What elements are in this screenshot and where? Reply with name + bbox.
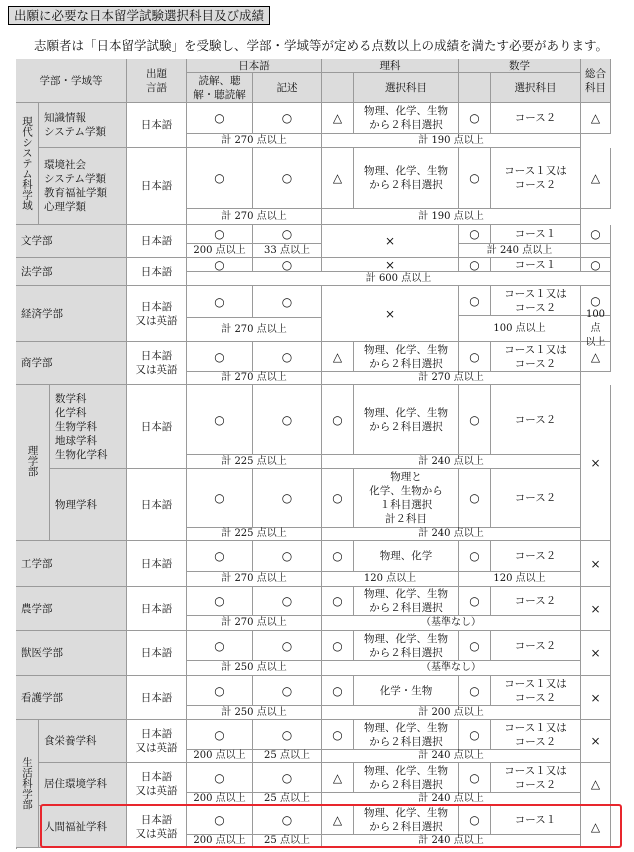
jp-total-r1: 計 270 点以上 (187, 134, 322, 148)
general-r10: × (581, 587, 611, 631)
jp-total-r7: 計 225 点以上 (187, 455, 322, 469)
reading-score-r14: 200 点以上 (187, 793, 253, 806)
writing-r13: ○ (253, 720, 322, 750)
sm-total-r15: 計 240 点以上 (322, 835, 581, 848)
dept-r1: 知識情報 システム学類 (39, 103, 127, 148)
math-elective-r1: コース２ (491, 103, 581, 134)
sm-total-r2: 計 190 点以上 (322, 209, 581, 225)
general-r4: ○ (581, 258, 611, 272)
header-science-elective: 選択科目 (354, 73, 459, 103)
reading-score-r13: 200 点以上 (187, 750, 253, 763)
writing-r9: ○ (253, 541, 322, 572)
science-elective-r10: 物理、化学、生物 から２科目選択 (354, 587, 459, 616)
math-mark-r13: ○ (459, 720, 491, 750)
dept-r4: 法学部 (16, 258, 127, 286)
dept-r8: 物理学科 (50, 469, 127, 541)
dept-r9: 工学部 (16, 541, 127, 587)
general-r11: × (581, 631, 611, 676)
math-mark-r2: ○ (459, 148, 491, 209)
highlight-box (40, 804, 622, 848)
writing-r6: ○ (253, 342, 322, 372)
dept-r12: 看護学部 (16, 676, 127, 720)
math-mark-r8: ○ (459, 469, 491, 528)
science-mark-r8: ○ (322, 469, 354, 528)
writing-r11: ○ (253, 631, 322, 661)
math-mark-r7: ○ (459, 385, 491, 455)
reading-r5: ○ (187, 286, 253, 318)
sm-total-r6: 計 270 点以上 (322, 372, 581, 385)
sm-total-r8: 計 240 点以上 (322, 528, 581, 541)
general-r2: △ (581, 148, 611, 209)
math-elective-r8: コース２ (491, 469, 581, 528)
general-rigaku: × (581, 385, 611, 541)
document-title: 出願に必要な日本留学試験選択科目及び成績 (8, 6, 270, 25)
jp-total-r5: 計 270 点以上 (187, 318, 322, 342)
reading-r1: ○ (187, 103, 253, 134)
writing-r3: ○ (253, 225, 322, 244)
header-math: 数学 (459, 59, 581, 73)
math-elective-r11: コース２ (491, 631, 581, 661)
math-elective-r6: コース１又は コース２ (491, 342, 581, 372)
general-r3: ○ (581, 225, 611, 244)
math-mark-r4: ○ (459, 258, 491, 272)
general-r12: × (581, 676, 611, 720)
sci-total-r9: 120 点以上 (322, 572, 459, 587)
writing-r5: ○ (253, 286, 322, 318)
reading-r6: ○ (187, 342, 253, 372)
lang-r15: 日本語 又は英語 (127, 806, 187, 848)
science-elective-r6: 物理、化学、生物 から２科目選択 (354, 342, 459, 372)
science-mark-r9: ○ (322, 541, 354, 572)
header-lang: 出題 言語 (127, 59, 187, 103)
math-elective-r10: コース２ (491, 587, 581, 616)
dept-r13: 食栄養学科 (39, 720, 127, 763)
lang-r13: 日本語 又は英語 (127, 720, 187, 763)
sm-total-r13: 計 240 点以上 (322, 750, 581, 763)
science-mark-r7: ○ (322, 385, 354, 455)
general-total-r5: 100 点 以上 (581, 316, 611, 342)
jp-total-r11: 計 250 点以上 (187, 661, 322, 676)
general-r5: ○ (581, 286, 611, 316)
general-r6: △ (581, 342, 611, 372)
dept-r11: 獣医学部 (16, 631, 127, 676)
math-elective-r12: コース１又は コース２ (491, 676, 581, 706)
dept-r7: 数学科 化学科 生物学科 地球学科 生物化学科 (50, 385, 127, 469)
writing-r7: ○ (253, 385, 322, 455)
lang-r12: 日本語 (127, 676, 187, 720)
general-r13: × (581, 720, 611, 763)
lang-r8: 日本語 (127, 469, 187, 541)
math-mark-r3: ○ (459, 225, 491, 244)
lang-r14: 日本語 又は英語 (127, 763, 187, 806)
reading-r7: ○ (187, 385, 253, 455)
science-r3: × (322, 225, 459, 258)
writing-r8: ○ (253, 469, 322, 528)
writing-r1: ○ (253, 103, 322, 134)
math-total-r5: 100 点以上 (459, 316, 581, 342)
header-math-pad (459, 73, 491, 103)
general-r15: △ (581, 806, 611, 848)
math-mark-r5: ○ (459, 286, 491, 316)
writing-r4: ○ (253, 258, 322, 272)
science-elective-r12: 化学・生物 (354, 676, 459, 706)
math-elective-r7: コース２ (491, 385, 581, 455)
lang-r10: 日本語 (127, 587, 187, 631)
math-mark-r6: ○ (459, 342, 491, 372)
header-general: 総合 科目 (581, 59, 611, 103)
science-mark-r14: △ (322, 763, 354, 793)
writing-r12: ○ (253, 676, 322, 706)
math-elective-r5: コース１又は コース２ (491, 286, 581, 316)
reading-r13: ○ (187, 720, 253, 750)
science-elective-r9: 物理、化学 (354, 541, 459, 572)
writing-score-r14: 25 点以上 (253, 793, 322, 806)
jp-total-r8: 計 225 点以上 (187, 528, 322, 541)
science-mark-r10: ○ (322, 587, 354, 616)
math-elective-r9: コース２ (491, 541, 581, 572)
math-mark-r12: ○ (459, 676, 491, 706)
jp-total-r6: 計 270 点以上 (187, 372, 322, 385)
dept-r3: 文学部 (16, 225, 127, 258)
header-dept: 学部・学域等 (16, 59, 127, 103)
science-mark-r15: △ (322, 806, 354, 835)
math-mark-r11: ○ (459, 631, 491, 661)
science-elective-r14: 物理、化学、生物 から２科目選択 (354, 763, 459, 793)
general-r14: △ (581, 763, 611, 806)
math-total-r9: 120 点以上 (459, 572, 581, 587)
math-elective-r13: コース１又は コース２ (491, 720, 581, 750)
lang-r3: 日本語 (127, 225, 187, 258)
header-math-elective: 選択科目 (491, 73, 581, 103)
jp-total-r9: 計 270 点以上 (187, 572, 322, 587)
dept-r2: 環境社会 システム学類 教育福祉学類 心理学類 (39, 148, 127, 225)
general-pad-r3 (581, 244, 611, 258)
reading-r11: ○ (187, 631, 253, 661)
reading-r14: ○ (187, 763, 253, 793)
group-rigaku: 理学部 (16, 381, 50, 541)
lang-r9: 日本語 (127, 541, 187, 587)
lang-r5: 日本語 又は英語 (127, 286, 187, 342)
science-elective-r11: 物理、化学、生物 から２科目選択 (354, 631, 459, 661)
reading-score-r3: 200 点以上 (187, 244, 253, 258)
general-r1: △ (581, 103, 611, 134)
math-mark-r1: ○ (459, 103, 491, 134)
general-r9: × (581, 541, 611, 587)
lang-r1: 日本語 (127, 103, 187, 148)
math-mark-r9: ○ (459, 541, 491, 572)
math-mark-r15: ○ (459, 806, 491, 835)
science-elective-r8: 物理と 化学、生物から １科目選択 計２科目 (354, 469, 459, 528)
header-reading: 読解、聴 解・聴読解 (187, 73, 253, 103)
sm-total-r7: 計 240 点以上 (322, 455, 581, 469)
sm-total-r11: （基準なし） (322, 661, 581, 676)
lang-r6: 日本語 又は英語 (127, 342, 187, 385)
lang-r11: 日本語 (127, 631, 187, 676)
jp-total-r10: 計 270 点以上 (187, 616, 322, 631)
total-r4: 計 600 点以上 (187, 272, 611, 286)
dept-r15: 人間福祉学科 (39, 806, 127, 848)
reading-r12: ○ (187, 676, 253, 706)
math-mark-r14: ○ (459, 763, 491, 793)
science-elective-r1: 物理、化学、生物 から２科目選択 (354, 103, 459, 134)
science-mark-r11: ○ (322, 631, 354, 661)
science-elective-r13: 物理、化学、生物 から２科目選択 (354, 720, 459, 750)
header-science: 理科 (322, 59, 459, 73)
jp-total-r2: 計 270 点以上 (187, 209, 322, 225)
science-elective-r2: 物理、化学、生物 から２科目選択 (354, 148, 459, 209)
math-elective-r3: コース１ (491, 225, 581, 244)
writing-r15: ○ (253, 806, 322, 835)
sm-total-r10: （基準なし） (322, 616, 581, 631)
reading-r4: ○ (187, 258, 253, 272)
group-gendai: 現代システム科学域 (16, 103, 39, 225)
writing-r14: ○ (253, 763, 322, 793)
reading-r15: ○ (187, 806, 253, 835)
math-mark-r10: ○ (459, 587, 491, 616)
writing-r2: ○ (253, 148, 322, 209)
reading-score-r15: 200 点以上 (187, 835, 253, 848)
reading-r3: ○ (187, 225, 253, 244)
sm-total-r14: 計 240 点以上 (322, 793, 581, 806)
lang-r7: 日本語 (127, 385, 187, 469)
math-elective-r2: コース１又は コース２ (491, 148, 581, 209)
reading-r2: ○ (187, 148, 253, 209)
sm-total-r1: 計 190 点以上 (322, 134, 581, 148)
dept-r14: 居住環境学科 (39, 763, 127, 806)
jp-total-r12: 計 250 点以上 (187, 706, 322, 720)
writing-score-r3: 33 点以上 (253, 244, 322, 258)
group-seikatsu: 生活科学部 (16, 720, 39, 848)
science-mark-r2: △ (322, 148, 354, 209)
writing-score-r15: 25 点以上 (253, 835, 322, 848)
dept-r6: 商学部 (16, 342, 127, 385)
header-science-pad (322, 73, 354, 103)
reading-r10: ○ (187, 587, 253, 616)
intro-text: 志願者は「日本留学試験」を受験し、学部・学域等が定める点数以上の成績を満たす必要があります。 (34, 38, 609, 53)
math-elective-r4: コース１ (491, 258, 581, 272)
science-r5: × (322, 286, 459, 342)
science-mark-r6: △ (322, 342, 354, 372)
sm-total-r12: 計 200 点以上 (322, 706, 581, 720)
dept-r5: 経済学部 (16, 286, 127, 342)
math-total-r3: 計 240 点以上 (459, 244, 581, 258)
science-elective-r15: 物理、化学、生物 から２科目選択 (354, 806, 459, 835)
math-elective-r15: コース１ (491, 806, 581, 835)
science-elective-r7: 物理、化学、生物 から２科目選択 (354, 385, 459, 455)
science-mark-r12: ○ (322, 676, 354, 706)
science-mark-r1: △ (322, 103, 354, 134)
dept-r10: 農学部 (16, 587, 127, 631)
science-mark-r13: ○ (322, 720, 354, 750)
writing-score-r13: 25 点以上 (253, 750, 322, 763)
writing-r10: ○ (253, 587, 322, 616)
header-writing: 記述 (253, 73, 322, 103)
lang-r4: 日本語 (127, 258, 187, 286)
science-r4: × (322, 258, 459, 272)
reading-r9: ○ (187, 541, 253, 572)
header-japanese: 日本語 (187, 59, 322, 73)
math-elective-r14: コース１又は コース２ (491, 763, 581, 793)
lang-r2: 日本語 (127, 148, 187, 225)
reading-r8: ○ (187, 469, 253, 528)
